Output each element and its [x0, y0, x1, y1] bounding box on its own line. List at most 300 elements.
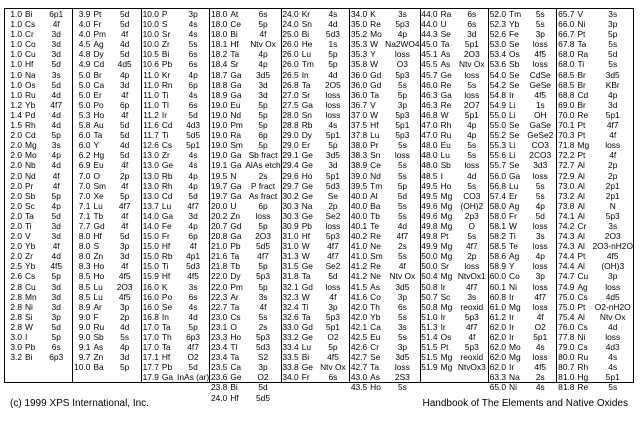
binding-energy: 31.0: [282, 241, 299, 252]
table-row: [557, 110, 633, 120]
binding-energy: 30.2: [282, 190, 299, 201]
table-row: [557, 181, 633, 191]
binding-energy: 31.0: [282, 231, 299, 242]
binding-energy: 49.9: [421, 241, 438, 252]
table-row: [73, 362, 140, 372]
binding-energy: 53.4: [489, 49, 507, 60]
orbital-or-compound: 3p: [119, 301, 130, 312]
binding-energy: 8.0: [78, 231, 91, 242]
element-symbol: Lu: [93, 200, 103, 211]
binding-energy: 5.0: [78, 79, 91, 90]
binding-energy: 72.2: [558, 150, 575, 161]
orbital-or-compound: 4f7: [465, 241, 478, 252]
orbital-or-compound: O2-nH2O: [594, 301, 631, 312]
table-row: [5, 90, 72, 100]
binding-energy: 27.5: [282, 99, 299, 110]
element-symbol: Yb: [25, 99, 36, 110]
table-row: [210, 271, 280, 281]
orbital-or-compound: 5d: [535, 210, 545, 221]
orbital-or-compound: loss: [464, 261, 480, 272]
orbital-or-compound: 5s: [467, 150, 477, 161]
orbital-or-compound: 5d: [188, 109, 198, 120]
orbital-or-compound: 5d5: [256, 392, 270, 403]
orbital-or-compound: 2CO3: [529, 150, 552, 161]
binding-energy: 55.0: [489, 120, 507, 131]
orbital-or-compound: reoxid: [460, 301, 484, 312]
table-row: [142, 271, 209, 281]
element-symbol: Se: [509, 130, 520, 141]
orbital-or-compound: 6s: [51, 342, 61, 353]
element-symbol: Ag: [577, 281, 588, 292]
table-row: [5, 80, 72, 90]
binding-energy: 58.0: [489, 210, 507, 221]
element-symbol: As: [370, 372, 380, 383]
element-symbol: Al: [577, 160, 585, 171]
orbital-or-compound: 5d: [608, 49, 618, 60]
orbital-or-compound: 3d: [119, 79, 130, 90]
orbital-or-compound: 2s: [258, 321, 268, 332]
table-row: [421, 251, 488, 261]
element-symbol: Rb: [301, 120, 313, 131]
orbital-or-compound: 5p: [328, 49, 338, 60]
orbital-or-compound: 5d: [51, 59, 61, 70]
orbital-or-compound: 5p: [397, 180, 408, 191]
element-symbol: Al: [577, 180, 585, 191]
table-row: [282, 221, 349, 231]
table-row: [210, 39, 280, 49]
orbital-or-compound: loss: [532, 281, 548, 292]
orbital-or-compound: 5p1: [325, 170, 340, 181]
table-row: [282, 59, 349, 69]
table-row: [282, 292, 349, 302]
table-row: [489, 140, 556, 150]
binding-energy: 58.2: [489, 231, 507, 242]
element-symbol: O: [93, 170, 100, 181]
element-symbol: Al: [577, 210, 585, 221]
binding-energy: 15.0: [142, 251, 159, 262]
orbital-or-compound: 2p: [608, 160, 618, 171]
table-row: [489, 110, 556, 120]
orbital-or-compound: 2p: [328, 200, 338, 211]
element-symbol: Au: [93, 120, 104, 131]
binding-energy: 13.0: [142, 190, 159, 201]
element-symbol: W: [301, 291, 310, 302]
element-symbol: Cu: [25, 49, 36, 60]
element-symbol: Ni: [509, 281, 517, 292]
table-row: [557, 59, 633, 69]
orbital-or-compound: 5p: [51, 332, 61, 342]
table-row: [557, 39, 633, 49]
binding-energy: 40.2: [350, 231, 368, 242]
orbital-or-compound: 5p: [258, 140, 268, 151]
orbital-or-compound: 4f5: [118, 291, 131, 302]
table-row: [557, 292, 633, 302]
binding-energy: 7.0: [78, 170, 91, 181]
binding-energy: 40.0: [350, 190, 368, 201]
element-symbol: Pt: [440, 231, 449, 242]
binding-energy: 9.7: [78, 352, 91, 363]
element-symbol: Ga: [230, 190, 242, 201]
table-row: [557, 80, 633, 90]
binding-energy: 11.0: [143, 89, 159, 100]
binding-energy: 42.7: [350, 362, 368, 373]
binding-energy: 2.0: [10, 130, 22, 141]
orbital-or-compound: 4f: [468, 332, 476, 342]
element-symbol: K: [370, 9, 376, 19]
element-symbol: Ga: [230, 160, 242, 171]
orbital-or-compound: Se2: [325, 261, 341, 272]
table-column: [142, 9, 210, 382]
element-symbol: Kr: [161, 69, 171, 80]
table-row: [73, 29, 140, 39]
element-symbol: Gd: [93, 220, 105, 231]
binding-energy: 19.0: [211, 99, 228, 110]
element-symbol: Cs: [161, 140, 173, 151]
element-symbol: Gd: [370, 79, 382, 90]
element-symbol: Zn: [93, 352, 104, 363]
binding-energy: 6.0: [78, 130, 91, 141]
element-symbol: Yb: [25, 241, 36, 252]
orbital-or-compound: 3d: [119, 352, 130, 363]
element-symbol: Ta: [301, 271, 311, 282]
element-symbol: U: [230, 200, 237, 211]
orbital-or-compound: loss: [325, 89, 341, 100]
element-symbol: Yb: [370, 311, 381, 322]
element-symbol: Rn: [161, 79, 173, 90]
orbital-or-compound: 3p: [188, 9, 198, 19]
orbital-or-compound: 5d5: [256, 241, 270, 252]
table-row: [489, 292, 556, 302]
orbital-or-compound: 5p3: [464, 311, 479, 322]
element-symbol: Li: [509, 99, 516, 110]
orbital-or-compound: 2p1: [605, 180, 620, 191]
table-row: [350, 221, 419, 231]
table-row: [350, 382, 419, 392]
binding-energy: 1.0: [10, 49, 22, 60]
orbital-or-compound: 4f7: [327, 241, 339, 252]
orbital-or-compound: 3d: [608, 99, 618, 110]
binding-energy: 50.8: [421, 281, 438, 292]
element-symbol: Ta: [230, 251, 240, 262]
binding-energy: 15.0: [142, 231, 159, 242]
binding-energy: 74.3: [558, 231, 575, 242]
element-symbol: W: [509, 220, 517, 231]
orbital-or-compound: 5s: [467, 140, 477, 151]
binding-energy: 2.8: [10, 291, 22, 302]
binding-energy: 71.8: [558, 140, 575, 151]
table-row: [73, 80, 140, 90]
element-symbol: In: [301, 69, 309, 80]
binding-energy: 74.7: [558, 271, 575, 282]
orbital-or-compound: 3s: [51, 140, 61, 151]
table-row: [73, 39, 140, 49]
table-row: [142, 80, 209, 90]
element-symbol: As: [370, 281, 380, 292]
binding-energy: 41.2: [350, 261, 368, 272]
element-symbol: Mg: [509, 301, 521, 312]
element-symbol: Pt: [577, 150, 586, 161]
table-row: [489, 302, 556, 312]
table-row: [489, 382, 556, 392]
orbital-or-compound: 4f: [52, 241, 60, 252]
orbital-or-compound: 3d: [51, 301, 61, 312]
element-symbol: As: [440, 49, 451, 60]
orbital-or-compound: 2O3: [463, 49, 480, 60]
table-row: [421, 130, 488, 140]
orbital-or-compound: 4f: [121, 220, 129, 231]
element-symbol: Te: [509, 241, 518, 252]
table-row: [421, 221, 488, 231]
orbital-or-compound: 5p3: [395, 19, 410, 30]
table-row: [5, 150, 72, 160]
binding-energy: 2.0: [10, 210, 22, 221]
table-row: [350, 39, 419, 49]
table-row: [557, 362, 633, 372]
binding-energy: 36.0: [350, 69, 368, 80]
orbital-or-compound: 4f: [609, 150, 617, 161]
table-row: [557, 221, 633, 231]
orbital-or-compound: loss: [464, 89, 480, 100]
binding-energy: 1.0: [10, 69, 22, 80]
binding-energy: 81.0: [558, 372, 575, 383]
element-symbol: Ge: [230, 372, 242, 383]
table-row: [210, 80, 280, 90]
binding-energy: 48.5: [421, 170, 438, 181]
table-row: [142, 19, 209, 29]
binding-energy: 19.0: [211, 109, 228, 120]
element-symbol: Sm: [93, 180, 106, 191]
binding-energy: 54.9: [489, 99, 507, 110]
binding-energy: 80.7: [558, 362, 575, 373]
binding-energy: 43.0: [350, 372, 368, 383]
table-row: [5, 241, 72, 251]
table-row: [73, 70, 140, 80]
binding-energy: 25.0: [282, 29, 299, 40]
table-row: [350, 312, 419, 322]
orbital-or-compound: P fract: [250, 180, 276, 191]
table-row: [210, 352, 280, 362]
binding-energy: 11.2: [143, 109, 159, 120]
table-row: [5, 271, 72, 281]
binding-energy: 19.0: [211, 150, 228, 161]
orbital-or-compound: 3d5: [256, 69, 270, 80]
orbital-or-compound: 5d3: [186, 261, 201, 272]
binding-energy: 2.0: [10, 170, 22, 181]
binding-energy: 2.0: [10, 190, 22, 201]
table-row: [210, 312, 280, 322]
table-row: [210, 211, 280, 221]
table-column: [557, 9, 633, 393]
table-row: [282, 110, 349, 120]
element-symbol: Ir: [509, 89, 515, 100]
orbital-or-compound: 3s: [188, 281, 198, 292]
orbital-or-compound: 5p: [258, 261, 268, 272]
element-symbol: Ir: [509, 362, 515, 373]
table-row: [350, 302, 419, 312]
table-row: [210, 29, 280, 39]
element-symbol: Tb: [93, 210, 104, 221]
orbital-or-compound: 5s: [397, 311, 407, 322]
element-symbol: Ga: [509, 170, 521, 181]
orbital-or-compound: 3d5: [325, 150, 340, 161]
orbital-or-compound: 5p3: [395, 69, 410, 80]
element-symbol: Ne: [370, 241, 381, 252]
orbital-or-compound: 4f7: [465, 281, 478, 292]
table-row: [142, 150, 209, 160]
binding-energy: 58.9: [489, 261, 507, 272]
table-row: [421, 59, 488, 69]
table-row: [5, 100, 72, 110]
element-symbol: Hf: [301, 231, 311, 242]
element-symbol: Mg: [440, 251, 453, 262]
element-symbol: Ho: [440, 180, 452, 191]
orbital-or-compound: 3s: [608, 220, 618, 231]
table-column: [350, 9, 420, 393]
binding-energy: 53.6: [489, 59, 507, 70]
element-symbol: W: [301, 241, 310, 252]
element-symbol: Ga: [161, 210, 174, 221]
binding-energy: 10.0: [142, 39, 159, 50]
binding-energy: 4.8: [78, 49, 91, 60]
element-symbol: Cu: [25, 281, 36, 292]
table-row: [210, 251, 280, 261]
table-row: [5, 302, 72, 312]
orbital-or-compound: 4d: [328, 19, 338, 30]
table-row: [142, 201, 209, 211]
table-row: [557, 150, 633, 160]
table-row: [210, 150, 280, 160]
table-row: [350, 251, 419, 261]
orbital-or-compound: Ntv Ox: [389, 271, 416, 282]
binding-energy: 1.0: [10, 19, 22, 30]
element-symbol: Ta: [93, 130, 103, 141]
orbital-or-compound: 4d: [608, 321, 618, 332]
orbital-or-compound: 3d: [51, 220, 61, 231]
orbital-or-compound: 5p1: [186, 140, 201, 151]
table-row: [557, 201, 633, 211]
table-row: [421, 39, 488, 49]
table-column: [5, 9, 73, 382]
table-row: [557, 382, 633, 392]
table-row: [5, 352, 72, 362]
element-symbol: Ta: [161, 342, 171, 353]
element-symbol: Lu: [301, 342, 312, 353]
orbital-or-compound: 5d: [188, 362, 198, 373]
element-symbol: Ge: [301, 261, 313, 272]
orbital-or-compound: 6s: [188, 59, 198, 70]
table-row: [210, 372, 280, 382]
element-symbol: Y: [93, 140, 100, 151]
orbital-or-compound: 6p: [188, 231, 198, 242]
orbital-or-compound: 4f: [52, 170, 60, 181]
binding-energy: 62.0: [489, 342, 507, 353]
table-row: [73, 282, 140, 292]
handbook-title-footer: Handbook of The Elements and Native Oxides: [422, 398, 628, 409]
table-row: [350, 29, 419, 39]
element-symbol: S: [93, 241, 100, 252]
binding-energy: 51.5: [421, 342, 438, 353]
element-symbol: Tm: [301, 59, 314, 70]
element-symbol: Co: [370, 291, 381, 302]
table-row: [350, 181, 419, 191]
element-symbol: Se: [440, 29, 451, 40]
table-row: [282, 271, 349, 281]
orbital-or-compound: 4f: [52, 19, 60, 30]
table-row: [421, 211, 488, 221]
table-row: [142, 160, 209, 170]
orbital-or-compound: 4f7: [118, 200, 131, 211]
element-symbol: Hf: [230, 392, 239, 403]
orbital-or-compound: 5s: [397, 251, 407, 262]
element-symbol: I: [25, 332, 28, 342]
orbital-or-compound: 6p: [119, 99, 130, 110]
orbital-or-compound: 3p: [535, 271, 545, 282]
binding-energy: 68.5: [558, 79, 575, 90]
table-row: [350, 70, 419, 80]
binding-energy: 22.0: [211, 281, 228, 292]
table-row: [142, 191, 209, 201]
orbital-or-compound: 3s: [258, 291, 268, 302]
orbital-or-compound: 5p: [397, 89, 408, 100]
orbital-or-compound: OH: [533, 109, 547, 120]
binding-energy: 4.0: [78, 29, 91, 40]
orbital-or-compound: 3p: [535, 29, 545, 40]
orbital-or-compound: loss: [464, 160, 480, 171]
table-row: [350, 362, 419, 372]
binding-energy: 24.0: [211, 392, 228, 403]
binding-energy: 56.8: [489, 180, 507, 191]
orbital-or-compound: 4s: [608, 352, 618, 363]
element-symbol: Cs: [25, 19, 36, 30]
element-symbol: W: [370, 39, 379, 50]
orbital-or-compound: O2: [327, 332, 339, 342]
element-symbol: Ga: [161, 372, 174, 383]
binding-energy: 62.0: [489, 321, 507, 332]
orbital-or-compound: Ntv Ox: [599, 311, 626, 322]
element-symbol: Pb: [230, 241, 241, 252]
element-symbol: Mn: [25, 291, 37, 302]
binding-energy: 37.5: [350, 120, 368, 131]
binding-energy: 55.3: [489, 140, 507, 151]
table-row: [210, 282, 280, 292]
binding-energy: 2.0: [10, 150, 22, 161]
binding-energy: 42.0: [350, 301, 368, 312]
element-symbol: Ir: [509, 291, 515, 302]
orbital-or-compound: 4p: [188, 69, 198, 80]
binding-energy: 18.4: [211, 59, 228, 70]
orbital-or-compound: 5s: [535, 9, 545, 19]
element-symbol: Zn: [230, 210, 241, 221]
binding-energy: 30.3: [282, 210, 299, 221]
orbital-or-compound: 2s: [535, 372, 545, 383]
orbital-or-compound: 4s: [188, 89, 198, 100]
binding-energy: 2.8: [10, 301, 22, 312]
orbital-or-compound: 4s: [535, 342, 545, 353]
orbital-or-compound: 5s: [467, 231, 477, 242]
orbital-or-compound: O: [468, 220, 476, 231]
table-row: [282, 49, 349, 59]
element-symbol: He: [301, 39, 313, 50]
table-row: [282, 282, 349, 292]
element-symbol: Ge: [301, 190, 313, 201]
element-symbol: Br: [577, 79, 586, 90]
orbital-or-compound: 5p3: [605, 210, 620, 221]
orbital-or-compound: 4p1: [186, 251, 201, 262]
table-row: [5, 70, 72, 80]
element-symbol: F: [93, 311, 99, 322]
binding-energy: 4.9: [78, 59, 91, 70]
table-row: [5, 322, 72, 332]
